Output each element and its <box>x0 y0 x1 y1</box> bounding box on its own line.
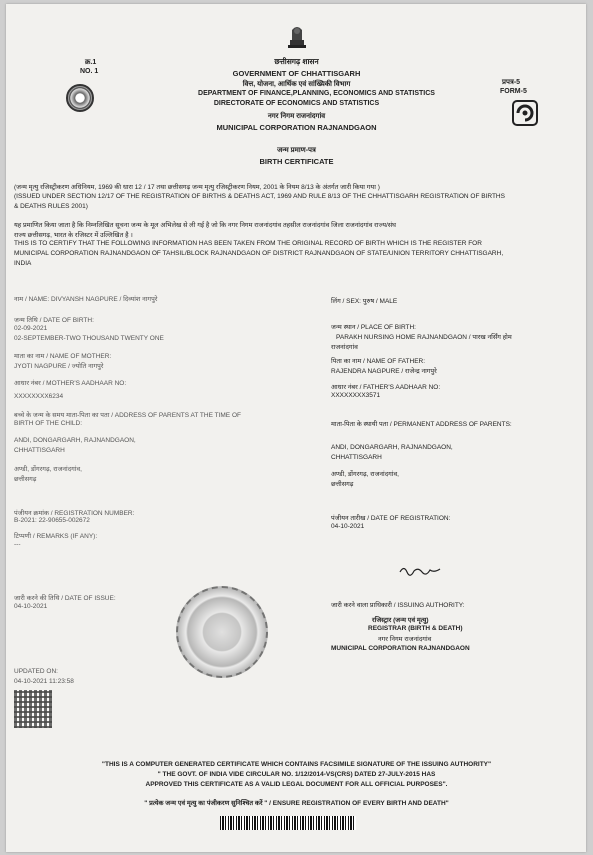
registrar-hindi: रजिस्ट्रार (जन्म एवं मृत्यु) <box>372 617 429 624</box>
issuing-authority-label: जारी करने वाला प्राधिकारी / ISSUING AUTHORITY: <box>331 602 465 609</box>
govt-name-hindi: छत्तीसगढ़ शासन <box>274 57 319 66</box>
place-of-birth: PARAKH NURSING HOME RAJNANDGAON / पारख नर्सिंग होम <box>336 334 512 341</box>
updated-value: 04-10-2021 11:23:58 <box>14 678 74 685</box>
directorate-name: DIRECTORATE OF ECONOMICS AND STATISTICS <box>213 100 380 107</box>
form-number-hindi: क्र.1 <box>85 59 97 66</box>
footer-line-1: "THIS IS A COMPUTER GENERATED CERTIFICATE WHICH CONTAINS FACSIMILE SIGNATURE OF THE ISSUING AUTHORITY" <box>101 761 492 768</box>
form-label-hindi: प्रपत्र-5 <box>502 79 521 86</box>
issue-date-label: जारी करने की तिथि / DATE OF ISSUE: <box>14 595 116 602</box>
dob-label: जन्म तिथि / DATE OF BIRTH: <box>14 317 94 324</box>
department-name: DEPARTMENT OF FINANCE,PLANNING, ECONOMICS AND STATISTICS <box>198 90 435 97</box>
preamble-line-2: & DEATHS RULES 2001) <box>14 203 88 210</box>
preamble-line-5: INDIA <box>14 260 32 267</box>
father-name-label: पिता का नाम / NAME OF FATHER: <box>331 358 426 365</box>
birth-address-label-2: BIRTH OF THE CHILD: <box>14 420 83 427</box>
corporation-name: MUNICIPAL CORPORATION RAJNANDGAON <box>216 123 377 132</box>
father-aadhaar-label: आधार नंबर / FATHER'S AADHAAR NO: <box>331 384 441 391</box>
birth-address-2: CHHATTISGARH <box>14 447 65 454</box>
footer-line-4: " प्रत्येक जन्म एवं मृत्यु का पंजीकरण सुनिश्चित करें " / ENSURE REGISTRATION OF EVERY BIRTH AND DEATH" <box>144 800 449 807</box>
govt-name: GOVERNMENT OF CHHATTISGARH <box>232 69 361 78</box>
birth-address: ANDI, DONGARGARH, RAJNANDGAON, <box>14 437 136 444</box>
remarks-label: टिप्पणी / REMARKS (IF ANY): <box>14 533 98 540</box>
official-stamp <box>176 586 268 678</box>
preamble-line-1: (ISSUED UNDER SECTION 12/17 OF THE REGISTRATION OF BIRTHS & DEATHS ACT, 1969 AND RULE 8/13 OF THE CHHATTISGARH REGISTRATION OF BIRTHS <box>14 193 505 200</box>
birth-address-hindi: अण्डी, डोंगरगढ़, राजनांदगांव, <box>14 466 82 473</box>
mother-aadhaar: XXXXXXXX6234 <box>14 393 64 400</box>
corporation-hindi: नगर निगम राजनांदगांव <box>267 113 326 120</box>
place-of-birth-2: राजनांदगांव <box>331 344 358 351</box>
preamble-line-3: THIS IS TO CERTIFY THAT THE FOLLOWING INFORMATION HAS BEEN TAKEN FROM THE ORIGINAL RECORD OF BIRTH WHICH IS THE REGISTER FOR <box>14 240 482 247</box>
registrar-title: REGISTRAR (BIRTH & DEATH) <box>368 625 463 632</box>
mother-name: JYOTI NAGPURE / ज्योति नागपुरे <box>14 363 104 370</box>
preamble-line-4: MUNICIPAL CORPORATION RAJNANDGAON OF TAHSIL/BLOCK RAJNANDGAON OF DISTRICT RAJNANDGAON OF STATE/UNION TERRITORY CHHATTISGARH, <box>14 250 504 257</box>
certificate-title-hindi: जन्म प्रमाण-पत्र <box>277 147 316 154</box>
birth-address-label: बच्चे के जन्म के समय माता-पिता का पता / ADDRESS OF PARENTS AT THE TIME OF <box>14 412 241 419</box>
father-name: RAJENDRA NAGPURE / राजेन्द्र नागपुरे <box>331 368 437 375</box>
father-aadhaar: XXXXXXXX3571 <box>331 392 381 399</box>
form-label: FORM-5 <box>500 88 527 95</box>
registrar-corp-hindi: नगर निगम राजनांदगांव <box>378 636 432 643</box>
permanent-address: ANDI, DONGARGARH, RAJNANDGAON, <box>331 444 453 451</box>
department-hindi: वित्त, योजना, आर्थिक एवं सांख्यिकी विभाग <box>242 81 351 88</box>
preamble-hindi-3: राज्य छत्तीसगढ़, भारत के रजिस्टर में उल्लिखित है । <box>14 232 133 239</box>
place-of-birth-label: जन्म स्थान / PLACE OF BIRTH: <box>331 324 416 331</box>
registrar-corp: MUNICIPAL CORPORATION RAJNANDGAON <box>331 645 470 652</box>
remarks-value: --- <box>14 541 21 548</box>
issue-date: 04-10-2021 <box>14 603 48 610</box>
updated-label: UPDATED ON: <box>14 668 58 675</box>
sex-value: लिंग / SEX: पुरुष / MALE <box>331 298 398 305</box>
registrar-signature-icon <box>398 564 442 576</box>
dob-words: 02-SEPTEMBER-TWO THOUSAND TWENTY ONE <box>14 335 164 342</box>
footer-line-3: APPROVED THIS CERTIFICATE AS A VALID LEGAL DOCUMENT FOR ALL OFFICIAL PURPOSES". <box>145 781 448 788</box>
barcode <box>220 816 356 830</box>
birth-address-hindi-2: छत्तीसगढ़ <box>14 476 37 483</box>
mother-aadhaar-label: आधार नंबर / MOTHER'S AADHAAR NO: <box>14 380 127 387</box>
permanent-address-label: माता-पिता के स्थायी पता / PERMANENT ADDRESS OF PARENTS: <box>331 421 512 428</box>
registration-date-label: पंजीयन तारीख / DATE OF REGISTRATION: <box>331 515 451 522</box>
permanent-address-hindi-2: छत्तीसगढ़ <box>331 481 354 488</box>
child-name: नाम / NAME: DIVYANSH NAGPURE / दिव्यांश नागपुरे <box>14 296 158 303</box>
footer-line-2: " THE GOVT. OF INDIA VIDE CIRCULAR NO. 1/12/2014-VS(CRS) DATED 27-JULY-2015 HAS <box>157 771 436 778</box>
registration-date: 04-10-2021 <box>331 523 365 530</box>
preamble-hindi-1: (जन्म मृत्यु रजिस्ट्रीकरण अधिनियम, 1969 की धारा 12 / 17 तथा छत्तीसगढ़ जन्म मृत्यु रजिस्ट्रीकरण नियम, 2001 के नियम 8/13 के अंतर्गत जारी किया गया ) <box>14 184 380 191</box>
mother-name-label: माता का नाम / NAME OF MOTHER: <box>14 353 112 360</box>
registration-number-label: पंजीयन क्रमांक / REGISTRATION NUMBER: <box>14 510 135 517</box>
registration-number: B-2021: 22-90655-002672 <box>14 517 90 524</box>
preamble-hindi-2: यह प्रमाणित किया जाता है कि निम्नलिखित सूचना जन्म के मूल अभिलेख से ली गई है जो कि नगर निगम राजनांदगांव तहसील राजनांदगांव जिला राजनांदगांव राज्य/संघ <box>14 222 397 229</box>
qr-code <box>14 690 52 728</box>
permanent-address-hindi: अण्डी, डोंगरगढ़, राजनांदगांव, <box>331 471 399 478</box>
certificate-title: BIRTH CERTIFICATE <box>259 157 334 166</box>
form-number: NO. 1 <box>80 68 99 75</box>
dob-value: 02-09-2021 <box>14 325 48 332</box>
permanent-address-2: CHHATTISGARH <box>331 454 382 461</box>
national-emblem-icon <box>282 22 312 52</box>
